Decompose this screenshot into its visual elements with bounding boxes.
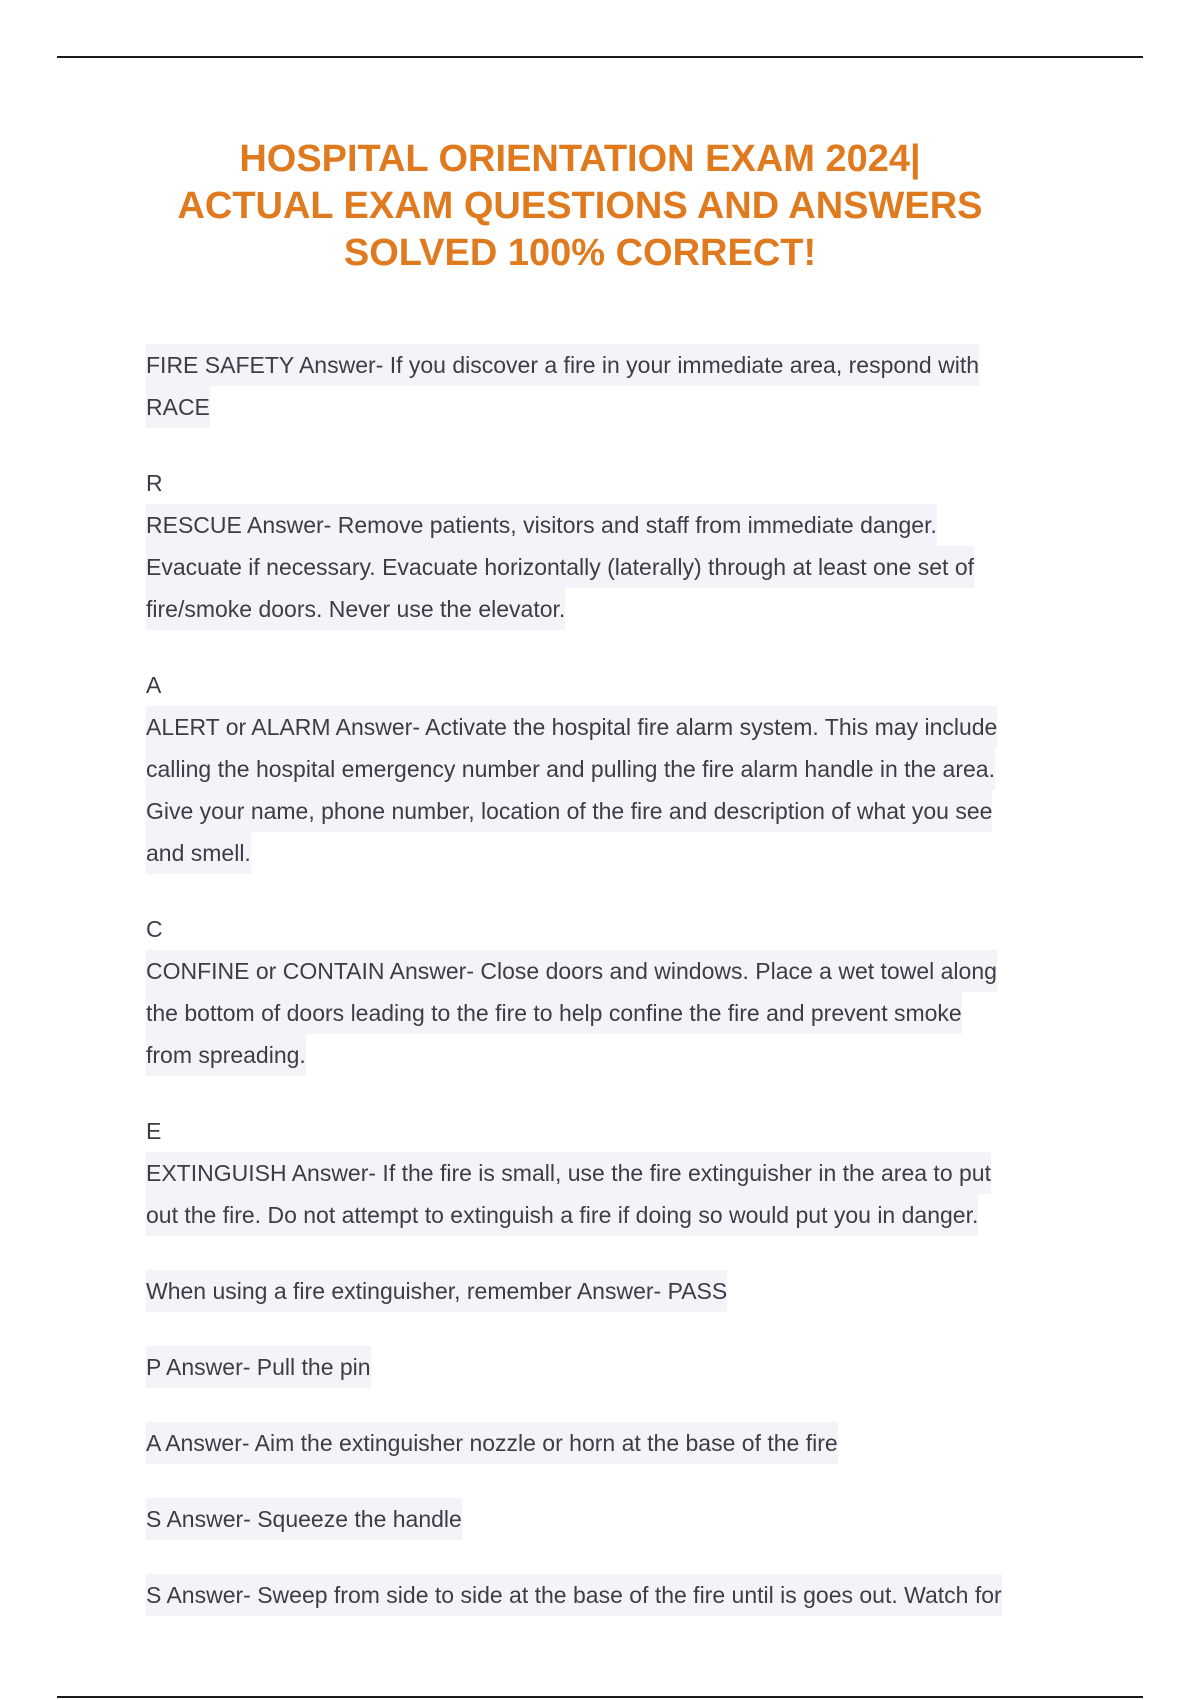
qa-line: out the fire. Do not attempt to extinguish a fire if doing so would put you in danger. — [146, 1194, 978, 1236]
qa-extinguish — [146, 1110, 1066, 1236]
section-letter: C — [146, 916, 163, 942]
qa-line: S Answer- Squeeze the handle — [146, 1498, 462, 1540]
qa-line: When using a fire extinguisher, remember Answer- PASS — [146, 1270, 727, 1312]
qa-pass — [146, 1270, 1066, 1312]
document-body — [146, 344, 1066, 1650]
qa-line: fire/smoke doors. Never use the elevator. — [146, 588, 565, 630]
qa-line: RACE — [146, 386, 210, 428]
title-line-2: ACTUAL EXAM QUESTIONS AND ANSWERS — [177, 185, 983, 227]
qa-line: EXTINGUISH Answer- If the fire is small, use the fire extinguisher in the area to put — [146, 1152, 991, 1194]
qa-squeeze — [146, 1498, 1066, 1540]
qa-confine — [146, 908, 1066, 1076]
document-title — [130, 136, 1030, 277]
title-line-1: HOSPITAL ORIENTATION EXAM 2024| — [239, 138, 921, 180]
qa-fire-safety — [146, 344, 1066, 428]
qa-line: the bottom of doors leading to the fire to help confine the fire and prevent smoke — [146, 992, 962, 1034]
section-letter: E — [146, 1118, 162, 1144]
top-rule — [57, 56, 1143, 58]
section-letter: A — [146, 672, 162, 698]
qa-pull — [146, 1346, 1066, 1388]
qa-line: calling the hospital emergency number and pulling the fire alarm handle in the area. — [146, 748, 995, 790]
qa-line: FIRE SAFETY Answer- If you discover a fire in your immediate area, respond with — [146, 344, 979, 386]
qa-rescue — [146, 462, 1066, 630]
qa-line: RESCUE Answer- Remove patients, visitors and staff from immediate danger. — [146, 504, 937, 546]
qa-line: CONFINE or CONTAIN Answer- Close doors and windows. Place a wet towel along — [146, 950, 997, 992]
qa-aim — [146, 1422, 1066, 1464]
qa-sweep — [146, 1574, 1066, 1616]
qa-line: ALERT or ALARM Answer- Activate the hospital fire alarm system. This may include — [146, 706, 997, 748]
qa-line: and smell. — [146, 832, 251, 874]
qa-alert — [146, 664, 1066, 874]
qa-line: P Answer- Pull the pin — [146, 1346, 371, 1388]
title-line-3: SOLVED 100% CORRECT! — [343, 232, 817, 274]
section-letter: R — [146, 470, 163, 496]
qa-line: A Answer- Aim the extinguisher nozzle or horn at the base of the fire — [146, 1422, 838, 1464]
qa-line: from spreading. — [146, 1034, 306, 1076]
bottom-rule — [57, 1696, 1143, 1698]
qa-line: Evacuate if necessary. Evacuate horizontally (laterally) through at least one set of — [146, 546, 974, 588]
qa-line: Give your name, phone number, location of the fire and description of what you see — [146, 790, 992, 832]
qa-line: S Answer- Sweep from side to side at the base of the fire until is goes out. Watch for — [146, 1574, 1002, 1616]
